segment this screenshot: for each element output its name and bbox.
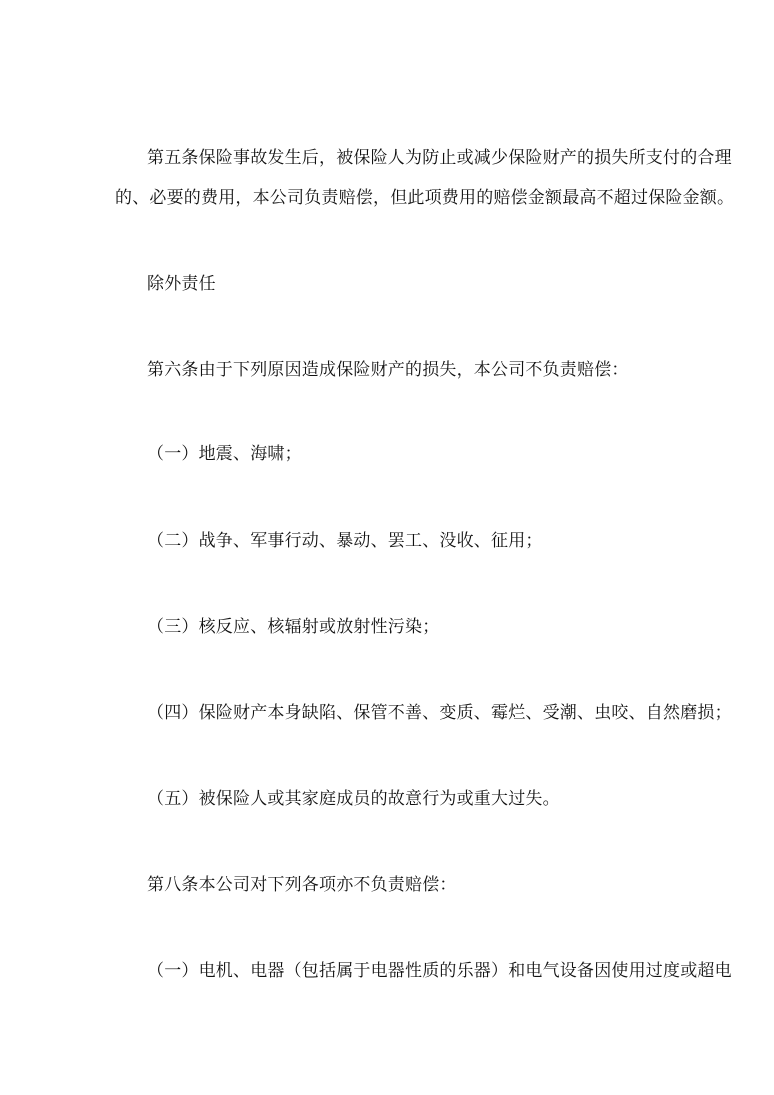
article-5-line-2: 的、必要的费用，本公司负责赔偿，但此项费用的赔偿金额最高不超过保险金额。 xyxy=(115,188,735,208)
article-8-intro: 第八条本公司对下列各项亦不负责赔偿： xyxy=(147,875,457,895)
article-5-line-1: 第五条保险事故发生后，被保险人为防止或减少保险财产的损失所支付的合理 xyxy=(147,148,732,168)
article-6-item-5: （五）被保险人或其家庭成员的故意行为或重大过失。 xyxy=(147,789,560,809)
section-heading-exclusions: 除外责任 xyxy=(147,274,216,294)
article-6-item-3: （三）核反应、核辐射或放射性污染； xyxy=(147,617,440,637)
article-6-item-2: （二）战争、军事行动、暴动、罢工、没收、征用； xyxy=(147,531,543,551)
article-6-intro: 第六条由于下列原因造成保险财产的损失，本公司不负责赔偿： xyxy=(147,360,629,380)
article-8-item-1-line-1: （一）电机、电器（包括属于电器性质的乐器）和电气设备因使用过度或超电 xyxy=(147,961,732,981)
article-6-item-4: （四）保险财产本身缺陷、保管不善、变质、霉烂、受潮、虫咬、自然磨损； xyxy=(147,703,732,723)
article-6-item-1: （一）地震、海啸； xyxy=(147,444,302,464)
